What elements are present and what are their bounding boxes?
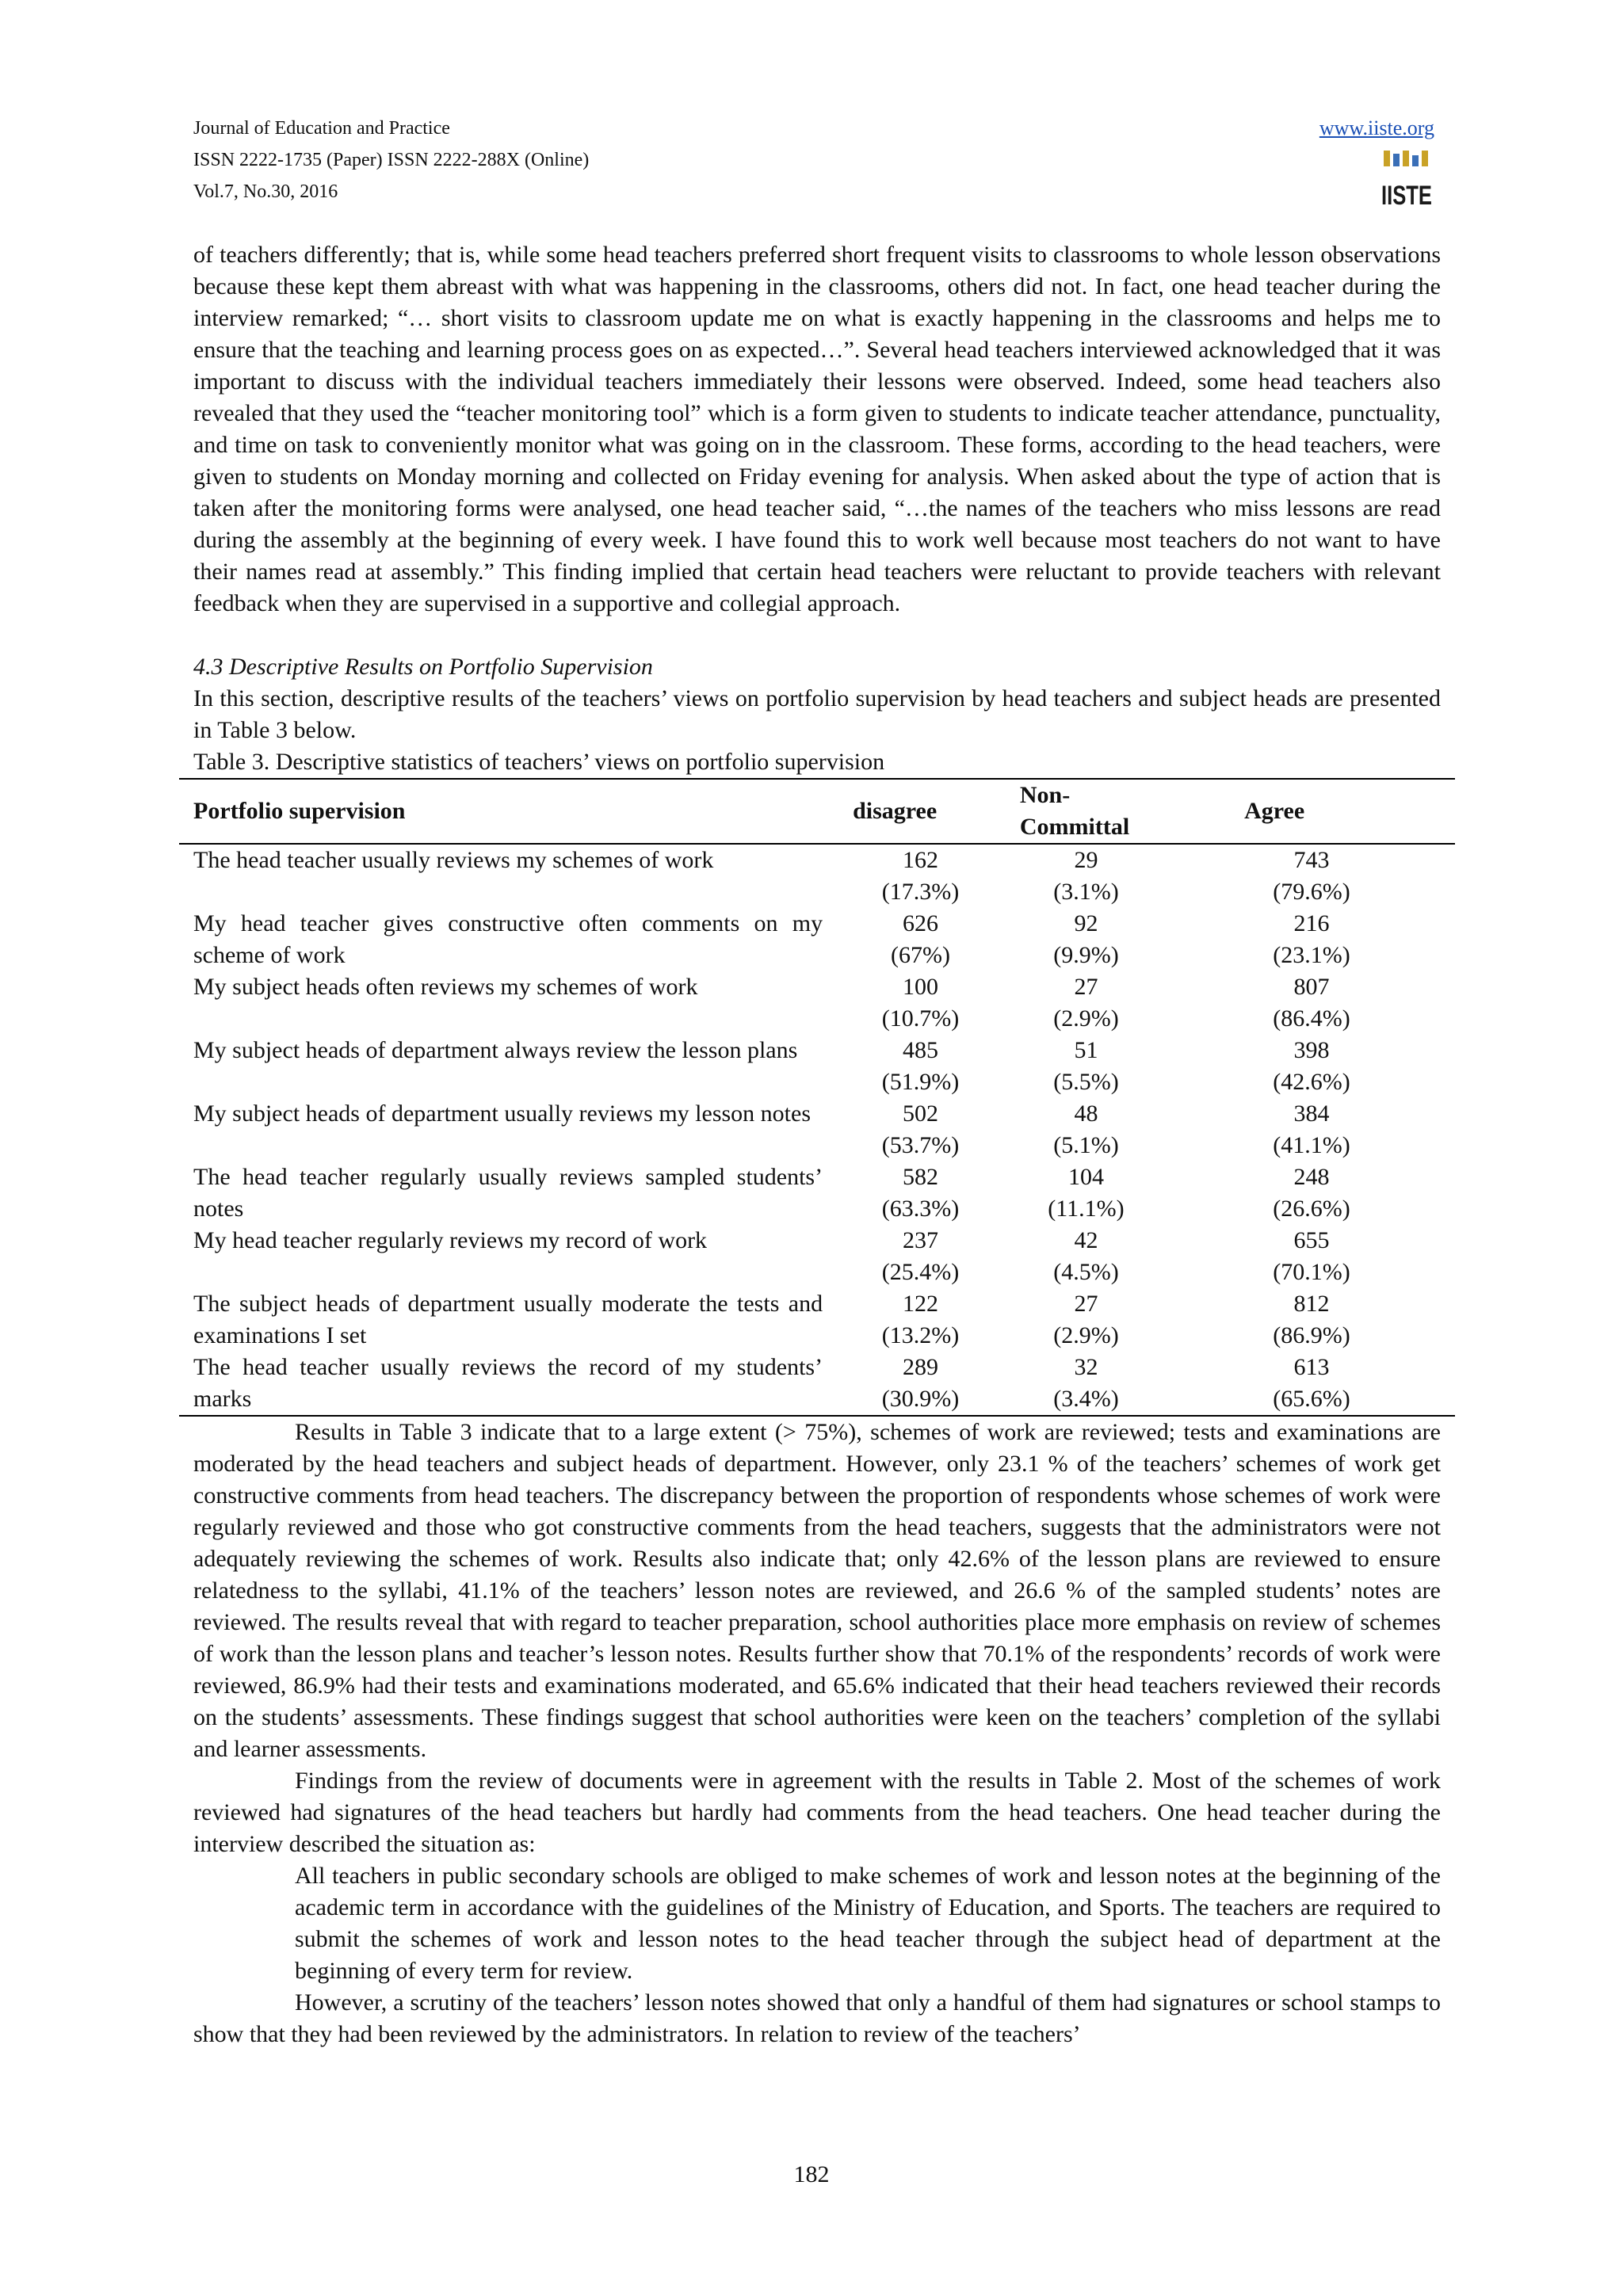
agree-cell-count: 613 (1293, 1354, 1330, 1380)
non-committal-cell-percent: (5.5%) (1053, 1069, 1119, 1095)
agree-cell-count: 248 (1293, 1164, 1330, 1190)
agree-cell (1168, 1225, 1455, 1288)
disagree-cell-percent: (67%) (890, 942, 950, 968)
agree-cell (1168, 844, 1455, 908)
disagree-cell-count: 237 (902, 1227, 938, 1253)
non-committal-cell (1004, 1161, 1168, 1225)
iiste-logo-icon (1379, 147, 1434, 211)
table-row (179, 1352, 1455, 1416)
agree-cell (1168, 908, 1455, 971)
section-intro-paragraph: In this section, descriptive results of the teachers’ views on portfolio supervision by head teachers and subject heads are presented in Table 3 below. (193, 685, 1441, 743)
agree-cell (1168, 1352, 1455, 1416)
agree-cell-percent: (42.6%) (1273, 1069, 1350, 1095)
disagree-cell-count: 122 (902, 1291, 938, 1317)
table-row (179, 908, 1455, 971)
row-label: My head teacher gives constructive often comments on my scheme of work (193, 910, 823, 968)
table-row (179, 1098, 1455, 1161)
row-label: The subject heads of department usually moderate the tests and examinations I set (193, 1291, 823, 1348)
non-committal-cell (1004, 908, 1168, 971)
disagree-cell (837, 971, 1004, 1035)
disagree-cell-count: 582 (902, 1164, 938, 1190)
non-committal-cell (1004, 1288, 1168, 1352)
table-caption: Table 3. Descriptive statistics of teachers’ views on portfolio supervision (193, 749, 885, 775)
page-body (193, 239, 1441, 2050)
disagree-cell (837, 1161, 1004, 1225)
agree-cell (1168, 1035, 1455, 1098)
table-row (179, 1035, 1455, 1098)
non-committal-cell-percent: (11.1%) (1048, 1196, 1125, 1222)
table-row (179, 971, 1455, 1035)
agree-cell-percent: (65.6%) (1273, 1386, 1350, 1412)
agree-cell-count: 216 (1293, 910, 1330, 936)
non-committal-cell-count: 27 (1074, 1291, 1098, 1317)
disagree-cell-count: 502 (902, 1100, 938, 1127)
table-header-row (179, 779, 1455, 844)
non-committal-cell-percent: (3.1%) (1053, 879, 1119, 905)
agree-cell-count: 743 (1293, 847, 1330, 873)
findings-paragraph: Findings from the review of documents were in agreement with the results in Table 2. Most of the schemes of work reviewed had signatures of the head teachers but hardly had comments from the head teachers. One head teacher during the interview described the situation as: (193, 1768, 1441, 1857)
table-row (179, 1225, 1455, 1288)
header-non-committal: Non-Committal (1004, 779, 1168, 844)
table-row (179, 1161, 1455, 1225)
agree-cell (1168, 1288, 1455, 1352)
disagree-cell (837, 1098, 1004, 1161)
non-committal-cell-count: 32 (1074, 1354, 1098, 1380)
non-committal-cell-count: 29 (1074, 847, 1098, 873)
agree-cell (1168, 1161, 1455, 1225)
agree-cell (1168, 1098, 1455, 1161)
page-number: 182 (793, 2161, 830, 2187)
disagree-cell-percent: (10.7%) (881, 1005, 960, 1032)
row-label: The head teacher usually reviews my schemes of work (193, 847, 714, 873)
journal-volume: Vol.7, No.30, 2016 (193, 181, 338, 202)
agree-cell-percent: (86.9%) (1273, 1322, 1350, 1348)
non-committal-cell (1004, 971, 1168, 1035)
disagree-cell-percent: (51.9%) (881, 1069, 960, 1095)
header-disagree: disagree (837, 779, 1004, 844)
disagree-cell (837, 1288, 1004, 1352)
header-agree: Agree (1168, 779, 1455, 844)
journal-issn: ISSN 2222-1735 (Paper) ISSN 2222-288X (Online) (193, 150, 590, 170)
intro-paragraph: of teachers differently; that is, while some head teachers preferred short frequent visits to classrooms to whole lesson observations because these kept them abreast with what was happening in the classrooms, others did not. In fact, one head teacher during the interview remarked; “… short visits to classroom update me on what is exactly happening in the classrooms and helps me to ensure that the teaching and learning process goes on as expected…”. Several head teachers interviewed acknowledged that it was important to discuss with the individual teachers immediately their lessons were observed. Indeed, some head teachers also revealed that they used the “teacher monitoring tool” which is a form given to students to indicate teacher attendance, punctuality, and time on task to conveniently monitor what was going on in the classroom. These forms, according to the head teachers, were given to students on Monday morning and collected on Friday evening for analysis. When asked about the type of action that is taken after the monitoring forms were analysed, one head teacher said, “…the names of the teachers who miss lessons are read during the assembly at the beginning of every week. I have found this to work well because most teachers do not want to have their names read at assembly.” This finding implied that certain head teachers were reluctant to provide teachers with relevant feedback when they are supervised in a supportive and collegial approach. (193, 242, 1441, 616)
table-row (179, 844, 1455, 908)
non-committal-cell-percent: (2.9%) (1053, 1005, 1119, 1032)
non-committal-cell (1004, 1035, 1168, 1098)
journal-website-link[interactable]: www.iiste.org (1319, 116, 1434, 139)
disagree-cell-count: 100 (902, 974, 938, 1000)
disagree-cell-percent: (25.4%) (881, 1259, 960, 1285)
interview-quote: All teachers in public secondary schools are obliged to make schemes of work and lesson notes at the beginning of the academic term in accordance with the guidelines of the Ministry of Education, and Sports. The teachers are required to submit the schemes of work and lesson notes to the head teacher through the subject head of department at the beginning of every term for review. (295, 1863, 1441, 1984)
logo-wordmark: IISTE (1381, 181, 1432, 211)
agree-cell-count: 807 (1293, 974, 1330, 1000)
agree-cell (1168, 971, 1455, 1035)
non-committal-cell-percent: (9.9%) (1053, 942, 1119, 968)
non-committal-cell (1004, 844, 1168, 908)
agree-cell-percent: (23.1%) (1273, 942, 1350, 968)
non-committal-cell-percent: (3.4%) (1053, 1386, 1119, 1412)
non-committal-cell-count: 27 (1074, 974, 1098, 1000)
row-label: My subject heads of department usually reviews my lesson notes (193, 1100, 812, 1127)
disagree-cell-percent: (63.3%) (881, 1196, 960, 1222)
non-committal-cell-count: 104 (1067, 1164, 1104, 1190)
non-committal-cell (1004, 1352, 1168, 1416)
agree-cell-count: 812 (1293, 1291, 1330, 1317)
header-portfolio-supervision: Portfolio supervision (179, 779, 837, 844)
disagree-cell-count: 485 (902, 1037, 938, 1063)
disagree-cell-count: 162 (902, 847, 938, 873)
portfolio-supervision-table (179, 778, 1455, 1417)
agree-cell-count: 384 (1293, 1100, 1330, 1127)
results-paragraph: Results in Table 3 indicate that to a large extent (> 75%), schemes of work are reviewed; tests and examinations are moderated by the head teachers and subject heads of department. However, only 23.1 % of the teachers’ schemes of work get constructive comments from head teachers. The discrepancy between the proportion of respondents whose schemes of work were regularly reviewed and those who got constructive comments from the head teachers, suggests that the administrators were not adequately reviewing the schemes of work. Results also indicate that; only 42.6% of the lesson plans are reviewed to ensure relatedness to the syllabi, 41.1% of the teachers’ lesson notes are reviewed, and 26.6 % of the sampled students’ notes are reviewed. The results reveal that with regard to teacher preparation, school authorities place more emphasis on review of schemes of work than the lesson plans and teacher’s lesson notes. Results further show that 70.1% of the respondents’ records of work were reviewed, 86.9% had their tests and examinations moderated, and 65.6% indicated that their head teachers reviewed their records on the students’ assessments. These findings suggest that school authorities were keen on the teachers’ completion of the syllabi and learner assessments. (193, 1419, 1441, 1762)
agree-cell-percent: (70.1%) (1273, 1259, 1350, 1285)
table-row (179, 1288, 1455, 1352)
disagree-cell (837, 1035, 1004, 1098)
non-committal-cell-count: 51 (1074, 1037, 1098, 1063)
disagree-cell (837, 1352, 1004, 1416)
disagree-cell-percent: (17.3%) (881, 879, 960, 905)
row-label: My subject heads often reviews my schemes of work (193, 974, 698, 1000)
non-committal-cell-percent: (5.1%) (1053, 1132, 1119, 1158)
row-label: My subject heads of department always review the lesson plans (193, 1037, 798, 1063)
disagree-cell (837, 844, 1004, 908)
agree-cell-percent: (79.6%) (1273, 879, 1350, 905)
page-header (193, 113, 1441, 214)
row-label: The head teacher regularly usually reviews sampled students’ notes (193, 1164, 823, 1222)
non-committal-cell (1004, 1098, 1168, 1161)
agree-cell-count: 398 (1293, 1037, 1330, 1063)
row-label: The head teacher usually reviews the record of my students’ marks (179, 1352, 837, 1416)
journal-title: Journal of Education and Practice (193, 118, 450, 139)
disagree-cell-count: 289 (902, 1354, 938, 1380)
non-committal-cell (1004, 1225, 1168, 1288)
non-committal-cell-percent: (2.9%) (1053, 1322, 1119, 1348)
agree-cell-percent: (26.6%) (1273, 1196, 1350, 1222)
quote-continuation-paragraph: However, a scrutiny of the teachers’ lesson notes showed that only a handful of them had signatures or school stamps to show that they had been reviewed by the administrators. In relation to review of the teachers’ (193, 1989, 1441, 2047)
section-heading: 4.3 Descriptive Results on Portfolio Supervision (193, 654, 653, 680)
disagree-cell-percent: (30.9%) (881, 1386, 960, 1412)
non-committal-cell-percent: (4.5%) (1053, 1259, 1119, 1285)
agree-cell-count: 655 (1293, 1227, 1330, 1253)
disagree-cell-percent: (13.2%) (881, 1322, 960, 1348)
agree-cell-percent: (86.4%) (1273, 1005, 1350, 1032)
disagree-cell-percent: (53.7%) (881, 1132, 960, 1158)
agree-cell-percent: (41.1%) (1273, 1132, 1350, 1158)
non-committal-cell-count: 42 (1074, 1227, 1098, 1253)
disagree-cell (837, 908, 1004, 971)
disagree-cell (837, 1225, 1004, 1288)
disagree-cell-count: 626 (902, 910, 938, 936)
non-committal-cell-count: 48 (1074, 1100, 1098, 1127)
non-committal-cell-count: 92 (1074, 910, 1098, 936)
row-label: My head teacher regularly reviews my record of work (193, 1227, 708, 1253)
